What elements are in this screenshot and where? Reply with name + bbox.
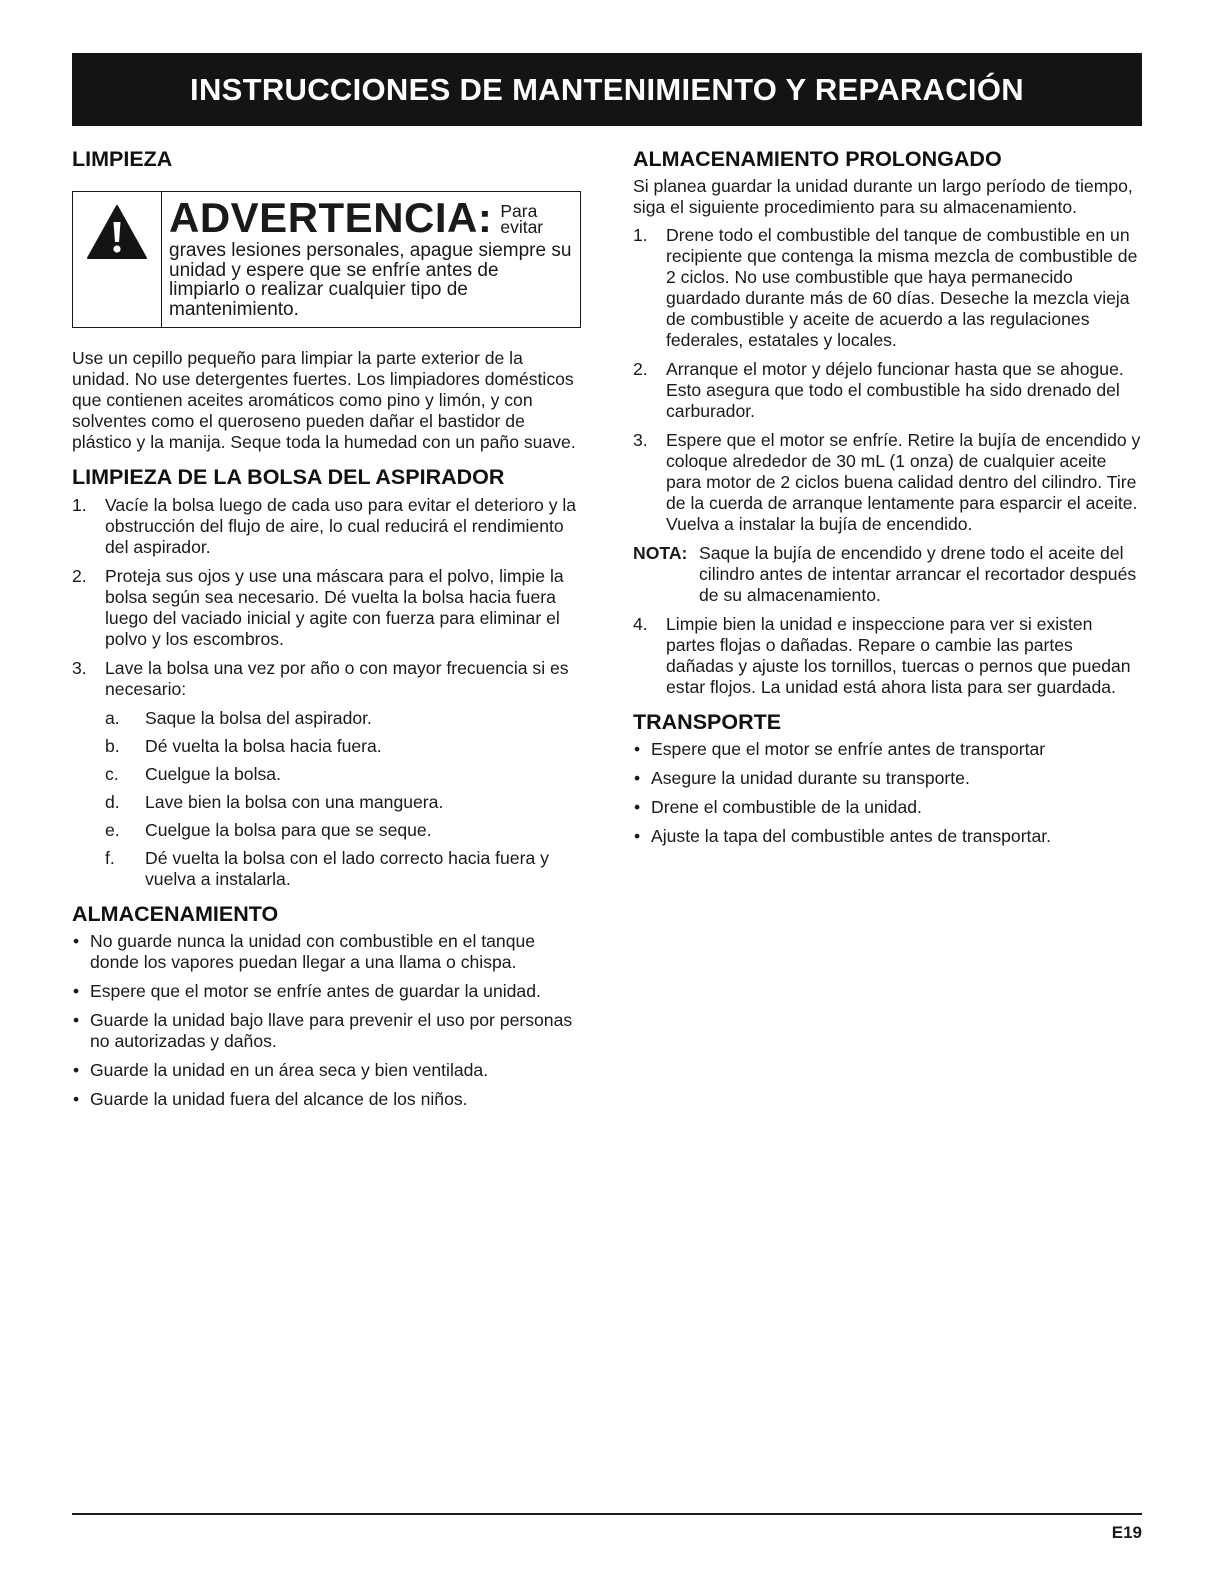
bullet-item-text: Ajuste la tapa del combustible antes de transportar. — [651, 826, 1052, 846]
bullet-marker: • — [73, 931, 80, 951]
warning-box — [72, 191, 581, 328]
list-item-text: Vacíe la bolsa luego de cada uso para evitar el deterioro y la obstrucción del flujo de aire, lo cual reducirá el rendimiento del aspirador. — [105, 495, 577, 557]
bolsa-substeps-list — [105, 708, 584, 890]
warning-title: ADVERTENCIA: — [169, 194, 493, 241]
bullet-item — [633, 797, 1145, 818]
sub-list-item-text: Dé vuelta la bolsa con el lado correcto hacia fuera y vuelva a instalarla. — [145, 848, 549, 889]
list-item — [72, 658, 584, 890]
sub-list-item — [105, 736, 584, 757]
section-title: INSTRUCCIONES DE MANTENIMIENTO Y REPARACIÓN — [190, 71, 1024, 107]
bullet-item — [633, 739, 1145, 760]
sub-list-item-text: Dé vuelta la bolsa hacia fuera. — [145, 736, 382, 756]
heading-almacenamiento: ALMACENAMIENTO — [72, 902, 279, 926]
sub-list-marker: d. — [105, 792, 120, 812]
list-item — [633, 359, 1145, 422]
sub-list-item — [105, 820, 584, 841]
list-item-text: Proteja sus ojos y use una máscara para el polvo, limpie la bolsa según sea necesario. Dé vuelta la bolsa hacia fuera luego del vaciado inicial y agite con fuerza para eliminar el polvo y los escombros. — [105, 566, 564, 649]
bullet-item-text: Asegure la unidad durante su transporte. — [651, 768, 970, 788]
bullet-item — [72, 1060, 584, 1081]
warning-text-cell — [162, 192, 580, 327]
nota-label: NOTA: — [633, 543, 688, 563]
bullet-item-text: No guarde nunca la unidad con combustible en el tanque donde los vapores puedan llegar a una llama o chispa. — [90, 931, 536, 972]
list-item-text: Arranque el motor y déjelo funcionar hasta que se ahogue. Esto asegura que todo el combustible ha sido drenado del carburador. — [666, 359, 1124, 421]
right-column — [633, 140, 1145, 847]
sub-list-marker: c. — [105, 764, 119, 784]
sub-list-item — [105, 792, 584, 813]
heading-almacenamiento-prolongado: ALMACENAMIENTO PROLONGADO — [633, 147, 1002, 171]
list-item — [72, 566, 584, 650]
almacenamiento-list — [72, 931, 584, 1110]
prolongado-step4-list — [633, 614, 1145, 698]
bullet-marker: • — [73, 981, 80, 1001]
bullet-item — [72, 1010, 584, 1052]
bullet-item-text: Guarde la unidad fuera del alcance de los niños. — [90, 1089, 468, 1109]
list-item-text: Espere que el motor se enfríe. Retire la bujía de encendido y coloque alrededor de 30 mL (1 onza) de cualquier aceite para motor de 2 ciclos buena calidad dentro del cilindro. Tire de la cuerda de arranque lentamente para esparcir el aceite. Vuelva a instalar la bujía de encendido. — [666, 430, 1141, 534]
sub-list-item-text: Lave bien la bolsa con una manguera. — [145, 792, 444, 812]
bullet-item — [72, 931, 584, 973]
list-item-text: Limpie bien la unidad e inspeccione para ver si existen partes flojas o dañadas. Repare o cambie las partes dañadas y ajuste los tornillos, tuercas o pernos que puedan estar flojos. La unidad está ahora lista para ser guardada. — [666, 614, 1131, 697]
bullet-item-text: Espere que el motor se enfríe antes de transportar — [651, 739, 1046, 759]
sub-list-item-text: Cuelgue la bolsa para que se seque. — [145, 820, 432, 840]
prolongado-steps-list — [633, 225, 1145, 535]
list-marker: 2. — [72, 566, 87, 586]
warning-body: graves lesiones personales, apague siempre su unidad y espere que se enfríe antes de limpiarlo o realizar cualquier tipo de mantenimiento. — [169, 240, 572, 320]
sub-list-item — [105, 848, 584, 890]
sub-list-item — [105, 764, 584, 785]
section-header-bar — [72, 53, 1142, 126]
footer-rule — [72, 1513, 1142, 1515]
list-marker: 3. — [72, 658, 87, 678]
bullet-marker: • — [73, 1089, 80, 1109]
bullet-item-text: Drene el combustible de la unidad. — [651, 797, 922, 817]
bullet-item — [633, 768, 1145, 789]
bullet-item-text: Espere que el motor se enfríe antes de guardar la unidad. — [90, 981, 541, 1001]
list-item-text: Lave la bolsa una vez por año o con mayor frecuencia si es necesario: — [105, 658, 569, 699]
list-marker: 2. — [633, 359, 648, 379]
sub-list-item-text: Cuelgue la bolsa. — [145, 764, 281, 784]
limpieza-paragraph: Use un cepillo pequeño para limpiar la parte exterior de la unidad. No use detergentes fuertes. Los limpiadores domésticos que contienen aceites aromáticos como pino y limón, y con solventes como el queroseno pueden dañar el bastidor de plástico y la manija. Seque toda la humedad con un paño suave. — [72, 348, 576, 452]
list-item-text: Drene todo el combustible del tanque de combustible en un recipiente que contenga la misma mezcla de combustible de 2 ciclos. No use combustible que haya permanecido guardado durante más de 60 días. Deseche la mezcla vieja de combustible y aceite de acuerdo a las regulaciones federales, estatales y locales. — [666, 225, 1138, 350]
heading-limpieza-bolsa: LIMPIEZA DE LA BOLSA DEL ASPIRADOR — [72, 465, 505, 489]
bullet-marker: • — [73, 1060, 80, 1080]
bullet-marker: • — [634, 826, 641, 846]
bullet-marker: • — [634, 768, 641, 788]
bullet-item — [72, 1089, 584, 1110]
transporte-list — [633, 739, 1145, 847]
bullet-item — [72, 981, 584, 1002]
list-item — [633, 614, 1145, 698]
left-column — [72, 140, 584, 1110]
sub-list-marker: b. — [105, 736, 120, 756]
warning-triangle-icon — [86, 204, 148, 260]
bullet-marker: • — [634, 739, 641, 759]
sub-list-marker: a. — [105, 708, 120, 728]
bullet-marker: • — [73, 1010, 80, 1030]
bullet-item-text: Guarde la unidad bajo llave para prevenir el uso por personas no autorizadas y daños. — [90, 1010, 573, 1051]
list-item — [633, 225, 1145, 351]
prolongado-intro: Si planea guardar la unidad durante un largo período de tiempo, siga el siguiente procedimiento para su almacenamiento. — [633, 176, 1133, 217]
list-marker: 1. — [72, 495, 87, 515]
warning-icon-cell — [73, 192, 162, 327]
bolsa-steps-list — [72, 495, 584, 890]
list-item — [72, 495, 584, 558]
sub-list-marker: f. — [105, 848, 115, 868]
nota-text: Saque la bujía de encendido y drene todo el aceite del cilindro antes de intentar arrancar el recortador después de su almacenamiento. — [699, 543, 1137, 605]
sub-list-item — [105, 708, 584, 729]
nota-block — [633, 543, 1145, 606]
bullet-item-text: Guarde la unidad en un área seca y bien ventilada. — [90, 1060, 489, 1080]
sub-list-item-text: Saque la bolsa del aspirador. — [145, 708, 372, 728]
sub-list-marker: e. — [105, 820, 120, 840]
heading-transporte: TRANSPORTE — [633, 710, 782, 734]
list-marker: 1. — [633, 225, 648, 245]
page-number: E19 — [1111, 1523, 1142, 1542]
list-marker: 4. — [633, 614, 648, 634]
bullet-marker: • — [634, 797, 641, 817]
warning-lead: Para evitar — [500, 201, 544, 237]
bullet-item — [633, 826, 1145, 847]
heading-limpieza: LIMPIEZA — [72, 147, 173, 171]
list-marker: 3. — [633, 430, 648, 450]
list-item — [633, 430, 1145, 535]
